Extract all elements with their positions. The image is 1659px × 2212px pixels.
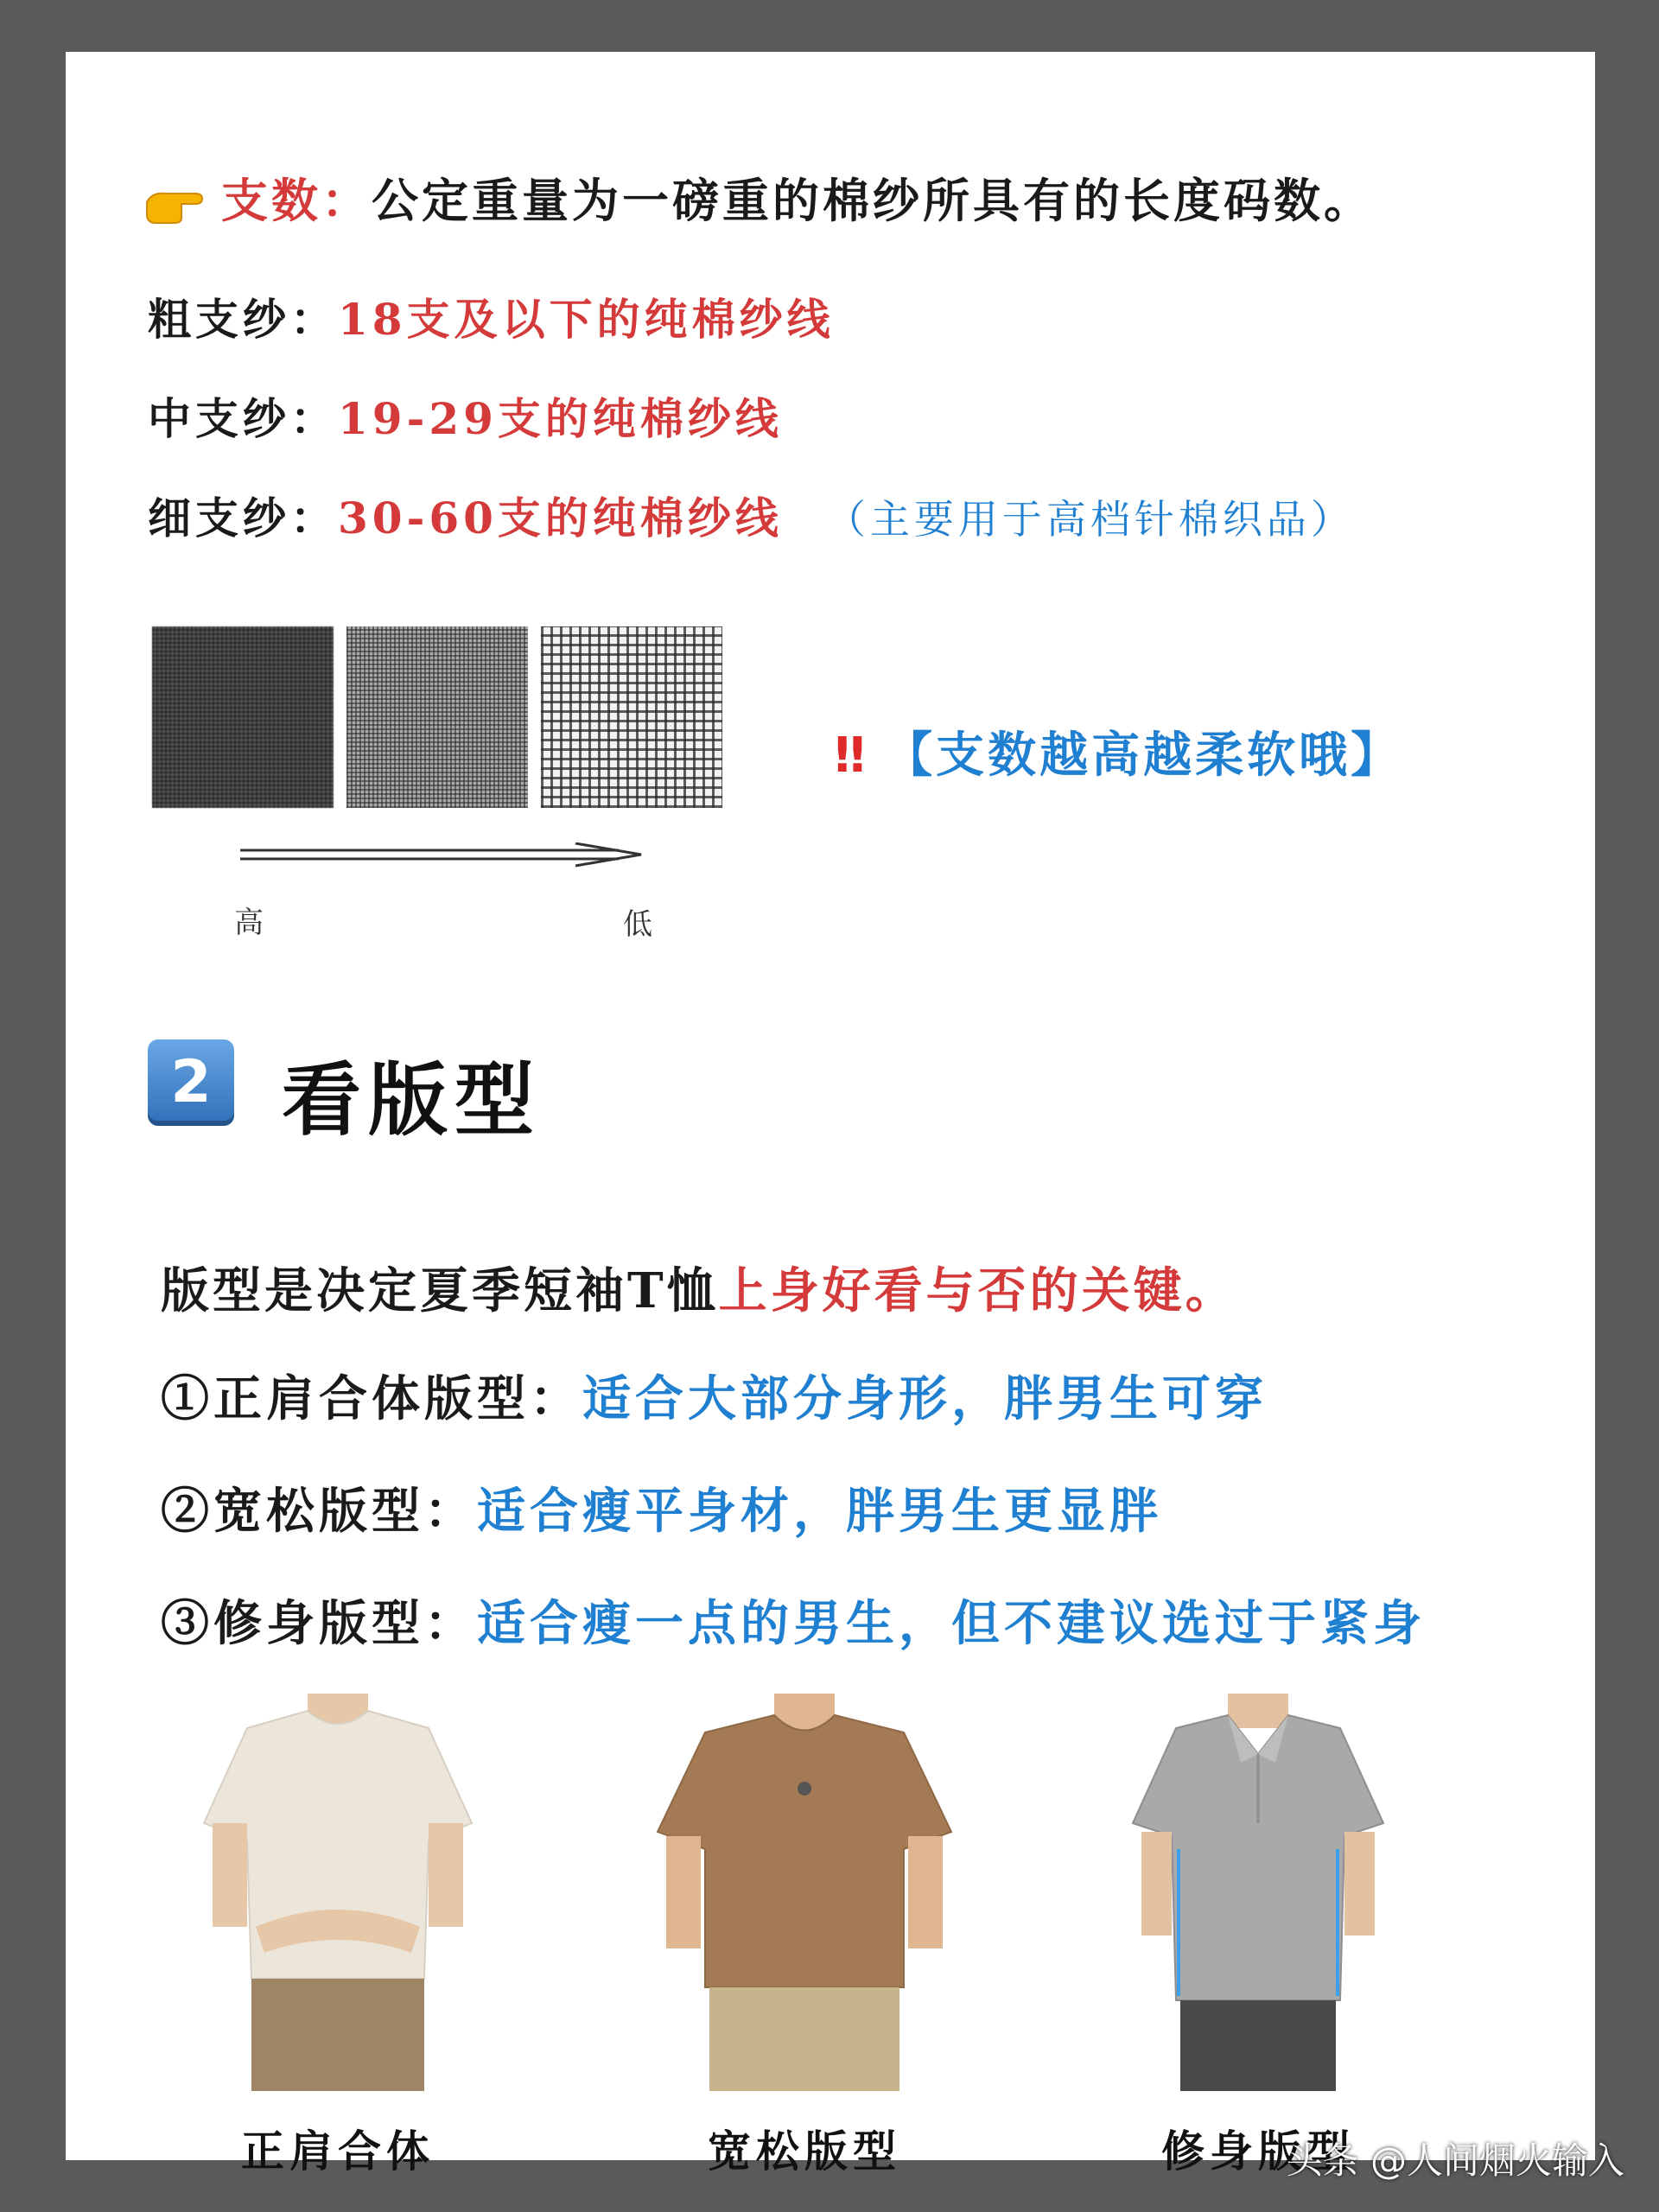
- fit-desc: 适合大部分身形，胖男生可穿: [582, 1370, 1268, 1427]
- count-term: 支数：: [221, 173, 372, 228]
- fabric-swatch-mid: [346, 626, 528, 808]
- double-exclamation-icon: ‼: [835, 728, 869, 784]
- yarn-row-coarse: [148, 285, 835, 347]
- slim-fit-polo-image: [1098, 1694, 1418, 2091]
- caption-loose-fit: 宽松版型: [708, 2126, 901, 2177]
- fit-item-regular: [161, 1361, 1268, 1430]
- yarn-label: 粗支纱：: [148, 294, 338, 345]
- fit-item-loose: [161, 1473, 1162, 1542]
- fabric-swatch-low: [541, 626, 722, 808]
- fabric-swatch-high: [152, 626, 334, 808]
- fit-intro: [161, 1253, 1237, 1322]
- section-title: 看版型: [282, 1053, 542, 1147]
- count-definition-text: 公定重量为一磅重的棉纱所具有的长度码数。: [372, 173, 1374, 228]
- scale-low-label: 低: [623, 907, 652, 942]
- fit-label: ③修身版型：: [161, 1595, 477, 1652]
- yarn-desc: 18支及以下的纯棉纱线: [338, 294, 835, 345]
- yarn-row-fine: [148, 484, 1355, 546]
- fit-label: ①正肩合体版型：: [161, 1370, 582, 1427]
- watermark: 头条 @人间烟火输入: [1286, 2139, 1624, 2182]
- regular-fit-tshirt-image: [178, 1694, 498, 2091]
- yarn-note: （主要用于高档针棉织品）: [825, 496, 1355, 543]
- fit-intro-highlight: 上身好看与否的关键。: [718, 1262, 1237, 1319]
- fit-desc: 适合瘦平身材，胖男生更显胖: [477, 1483, 1162, 1540]
- caption-regular-fit: 正肩合体: [241, 2126, 435, 2177]
- fit-item-slim: [161, 1586, 1426, 1655]
- count-definition: [143, 164, 1374, 231]
- yarn-row-medium: [148, 385, 783, 447]
- yarn-label: 中支纱：: [148, 393, 338, 444]
- scale-high-label: 高: [234, 906, 264, 940]
- yarn-desc: 19-29支的纯棉纱线: [338, 393, 783, 444]
- pointing-hand-icon: [143, 183, 204, 226]
- tip-text: 【支数越高越柔软哦】: [884, 727, 1403, 784]
- caption-slim-fit: 修身版型: [1161, 2126, 1355, 2177]
- loose-fit-tshirt-image: [645, 1694, 964, 2091]
- yarn-label: 细支纱：: [148, 493, 338, 543]
- fit-desc: 适合瘦一点的男生，但不建议选过于紧身: [477, 1595, 1426, 1652]
- fit-intro-text: 版型是决定夏季短袖T恤: [161, 1262, 719, 1319]
- softness-tip: [835, 717, 1402, 786]
- number-2-badge: 2: [148, 1039, 234, 1126]
- fit-label: ②宽松版型：: [161, 1483, 477, 1540]
- arrow-right-icon: [238, 842, 645, 868]
- yarn-desc: 30-60支的纯棉纱线: [338, 493, 783, 543]
